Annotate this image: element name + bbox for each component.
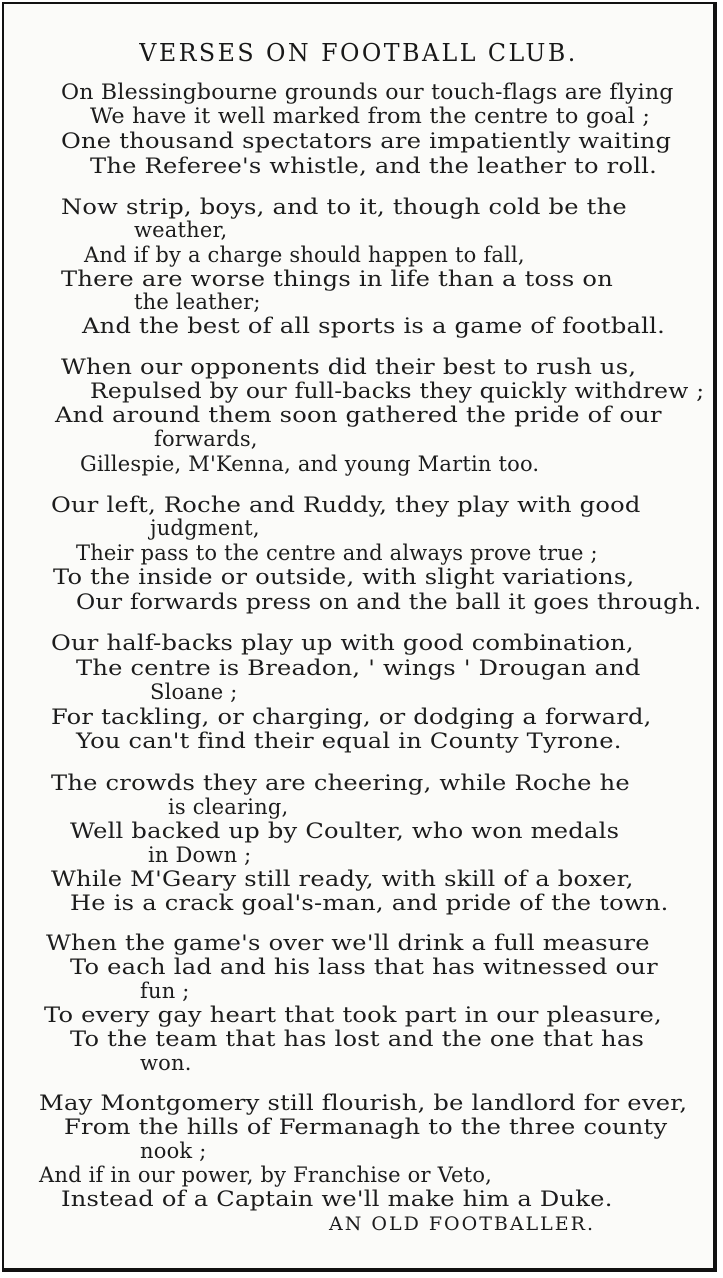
signature: AN OLD FOOTBALLER. [329,1213,595,1235]
poem-line: in Down ; [148,843,252,867]
poem-line: We have it well marked from the centre to goal ; [90,104,651,128]
poem-line: On Blessingbourne grounds our touch-flags are flying [61,80,674,104]
poem [4,4,713,1268]
poem-line: To the team that has lost and the one that has [70,1027,645,1051]
poem-line: judgment, [150,516,260,540]
poem-line: There are worse things in life than a toss on [61,267,613,291]
poem-line: When our opponents did their best to rush us, [61,355,637,379]
poem-line: Repulsed by our full-backs they quickly withdrew ; [90,379,705,403]
poem-title: VERSES ON FOOTBALL CLUB. [139,39,578,67]
clipping-frame [2,2,717,1272]
poem-line: From the hills of Fermanagh to the three county [64,1115,668,1139]
poem-line: To the inside or outside, with slight variations, [53,565,635,589]
poem-line: May Montgomery still flourish, be landlord for ever, [39,1091,688,1115]
poem-line: The Referee's whistle, and the leather to roll. [90,154,658,178]
poem-line: And around them soon gathered the pride of our [55,403,662,427]
poem-line: The crowds they are cheering, while Roche he [51,771,630,795]
poem-line: He is a crack goal's-man, and pride of the town. [70,891,669,915]
poem-line: And the best of all sports is a game of football. [82,314,665,338]
poem-line: nook ; [140,1139,207,1163]
poem-line: And if in our power, by Franchise or Veto, [39,1163,493,1187]
poem-line: weather, [134,218,228,242]
poem-line: the leather; [134,290,261,314]
poem-line: When the game's over we'll drink a full measure [46,931,650,955]
poem-line: Instead of a Captain we'll make him a Duke. [61,1187,613,1211]
poem-line: forwards, [154,427,258,451]
poem-line: To every gay heart that took part in our pleasure, [44,1003,662,1027]
poem-line: To each lad and his lass that has witnessed our [70,955,658,979]
poem-line: Gillespie, M'Kenna, and young Martin too. [80,452,540,476]
poem-line: fun ; [140,979,190,1003]
poem-line: One thousand spectators are impatiently waiting [61,129,672,153]
poem-line: Their pass to the centre and always prove true ; [76,541,598,565]
poem-line: won. [140,1051,192,1075]
poem-line: Well backed up by Coulter, who won medals [70,819,620,843]
poem-line: For tackling, or charging, or dodging a forward, [51,705,652,729]
poem-line: Our left, Roche and Ruddy, they play with good [51,493,641,517]
poem-line: And if by a charge should happen to fall, [84,243,525,267]
poem-line: You can't find their equal in County Tyrone. [76,729,622,753]
poem-line: Sloane ; [150,680,238,704]
poem-line: The centre is Breadon, ' wings ' Drougan and [76,656,641,680]
poem-line: is clearing, [168,795,289,819]
poem-line: Now strip, boys, and to it, though cold be the [61,195,627,219]
poem-line: While M'Geary still ready, with skill of a boxer, [51,867,634,891]
poem-line: Our forwards press on and the ball it goes through. [76,590,702,614]
poem-line: Our half-backs play up with good combination, [51,631,634,655]
